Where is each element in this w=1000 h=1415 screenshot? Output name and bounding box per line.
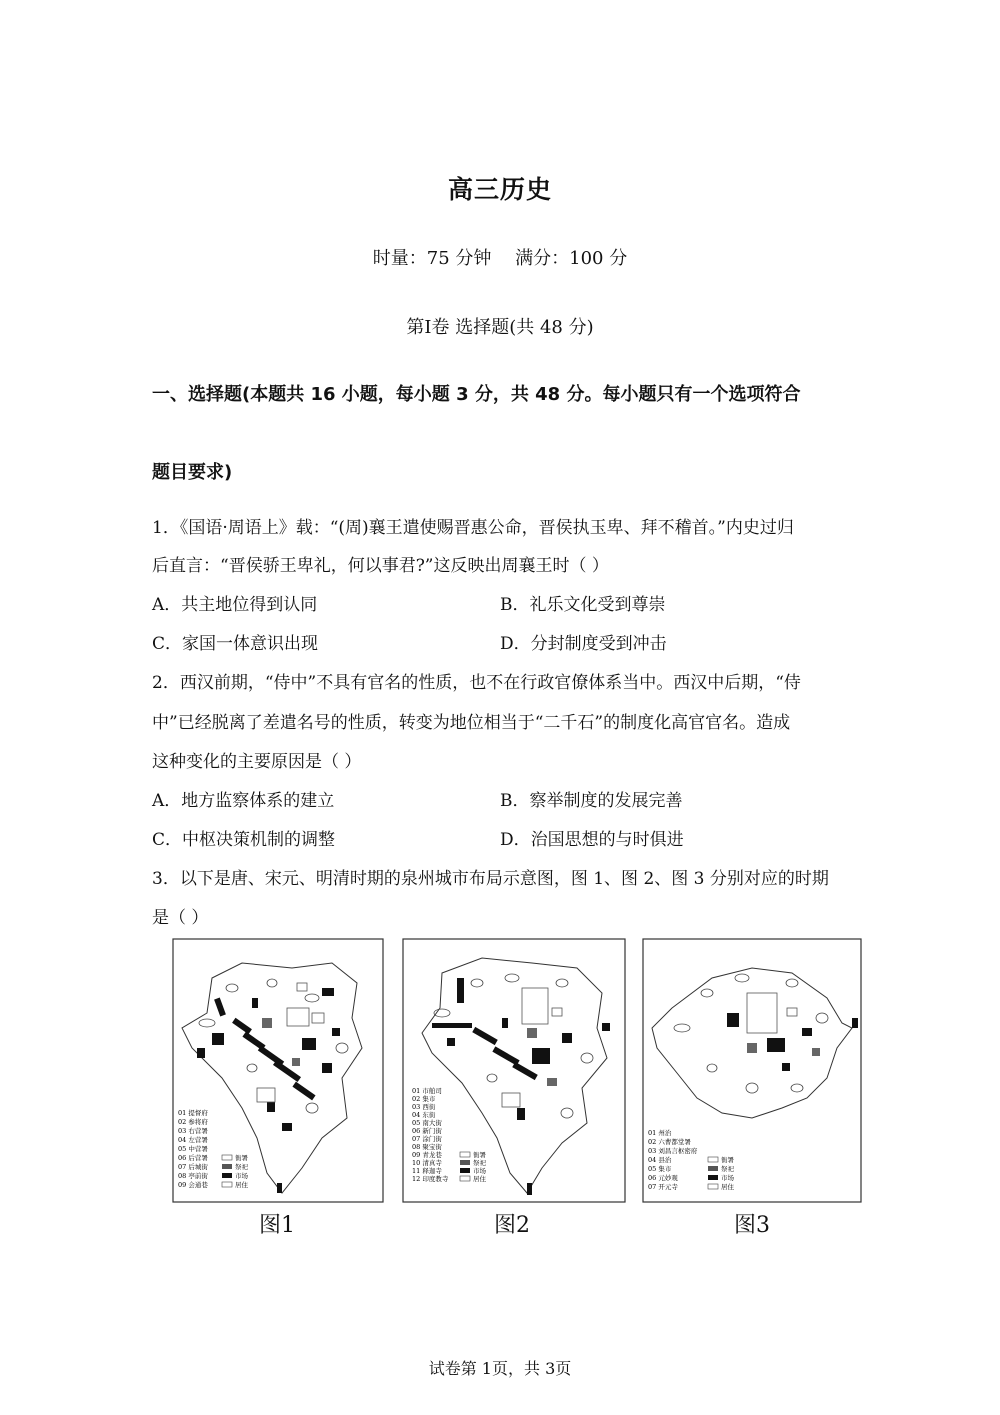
- legend-entry: 01 提督府: [178, 1109, 208, 1117]
- legend-key: 祭祀: [721, 1165, 734, 1173]
- q2-stem-line1: 2．西汉前期，“侍中”不具有官名的性质，也不在行政官僚体系当中。西汉中后期，“侍: [152, 673, 801, 693]
- legend-entry: 03 右营署: [178, 1127, 208, 1135]
- q2-option-a: A．地方监察体系的建立: [152, 791, 335, 811]
- part-heading-line2: 题目要求): [152, 462, 233, 483]
- figure-3: [642, 938, 862, 1238]
- legend-key: 衙署: [235, 1154, 248, 1162]
- q1-option-c: C．家国一体意识出现: [152, 634, 319, 654]
- legend-key: 居住: [721, 1183, 734, 1191]
- legend-entry: 06 后营署: [178, 1154, 208, 1162]
- exam-info: 时量：75 分钟 满分：100 分: [372, 248, 628, 269]
- legend-entry: 07 后城街: [178, 1163, 208, 1171]
- q2-option-b: B．察举制度的发展完善: [500, 791, 683, 811]
- figure-1-caption: 图1: [259, 1213, 295, 1238]
- q3-stem-line2: 是（ ）: [152, 908, 209, 928]
- figure-3-legend: [648, 1128, 808, 1198]
- legend-entry: 02 参将府: [178, 1118, 208, 1126]
- legend-entry: 02 六曹都堂署: [648, 1138, 691, 1146]
- page-title: 高三历史: [447, 175, 552, 204]
- q2-stem-line3: 这种变化的主要原因是（ ）: [152, 752, 362, 772]
- q1-option-a: A．共主地位得到认同: [152, 595, 318, 615]
- legend-key: 居住: [235, 1181, 248, 1189]
- legend-entry: 03 刘昌言枢密府: [648, 1147, 698, 1155]
- legend-entry: 05 集市: [648, 1165, 672, 1173]
- figure-1: [172, 938, 384, 1238]
- legend-entry: 07 开元寺: [648, 1183, 678, 1191]
- legend-entry: 04 县治: [648, 1156, 672, 1164]
- q2-stem-line2: 中”已经脱离了差遣名号的性质，转变为地位相当于“二千石”的制度化高官官名。造成: [152, 713, 791, 733]
- legend-entry: 08 聚宝街: [412, 1143, 442, 1151]
- legend-entry: 03 西街: [412, 1103, 436, 1111]
- q1-stem-line1: 1．《国语·周语上》载：“(周)襄王遣使赐晋惠公命，晋侯执玉卑、拜不稽首。”内史过归: [152, 518, 794, 538]
- legend-entry: 05 中营署: [178, 1145, 208, 1153]
- legend-key: 市场: [235, 1172, 248, 1180]
- section-title: 第Ⅰ卷 选择题(共 48 分): [406, 317, 594, 338]
- legend-entry: 06 元妙观: [648, 1174, 678, 1182]
- legend-entry: 12 印度教寺: [412, 1175, 449, 1183]
- legend-entry: 04 左营署: [178, 1136, 208, 1144]
- legend-key: 衙署: [473, 1151, 486, 1159]
- figure-2-caption: 图2: [494, 1213, 530, 1238]
- figure-2: [402, 938, 626, 1238]
- q1-option-b: B．礼乐文化受到尊崇: [500, 595, 666, 615]
- figure-3-caption: 图3: [734, 1213, 770, 1238]
- legend-entry: 05 南大街: [412, 1119, 442, 1127]
- city-layout-figures: [170, 938, 870, 1238]
- q3-stem-line1: 3．以下是唐、宋元、明清时期的泉州城市布局示意图，图 1、图 2、图 3 分别对应的时期: [152, 869, 829, 889]
- legend-entry: 06 新门街: [412, 1127, 442, 1135]
- legend-key: 市场: [721, 1174, 734, 1182]
- legend-key: 祭祀: [235, 1163, 248, 1171]
- legend-key: 衙署: [721, 1156, 734, 1164]
- legend-entry: 01 州治: [648, 1129, 672, 1137]
- legend-entry: 02 集市: [412, 1095, 436, 1103]
- legend-entry: 04 东街: [412, 1111, 436, 1119]
- figure-1-legend: [178, 1108, 338, 1198]
- page-footer: 试卷第 1页，共 3页: [428, 1359, 572, 1378]
- legend-entry: 09 会通巷: [178, 1181, 208, 1189]
- legend-key: 居住: [473, 1175, 486, 1183]
- q2-option-c: C．中枢决策机制的调整: [152, 830, 336, 850]
- legend-entry: 10 清真寺: [412, 1159, 442, 1167]
- q2-option-d: D．治国思想的与时俱进: [500, 830, 684, 850]
- legend-entry: 08 亭前街: [178, 1172, 208, 1180]
- q1-stem-line2: 后直言：“晋侯骄王卑礼，何以事君?”这反映出周襄王时（ ）: [152, 556, 609, 576]
- legend-entry: 07 涂门街: [412, 1135, 442, 1143]
- legend-entry: 11 释迦寺: [412, 1167, 442, 1175]
- part-heading-line1: 一、选择题(本题共 16 小题，每小题 3 分，共 48 分。每小题只有一个选项符合: [152, 384, 801, 405]
- legend-entry: 01 市舶司: [412, 1087, 442, 1095]
- figure-2-legend: [412, 1086, 572, 1186]
- legend-key: 祭祀: [473, 1159, 486, 1167]
- legend-entry: 09 青龙巷: [412, 1151, 442, 1159]
- q1-option-d: D．分封制度受到冲击: [500, 634, 667, 654]
- legend-key: 市场: [473, 1167, 486, 1175]
